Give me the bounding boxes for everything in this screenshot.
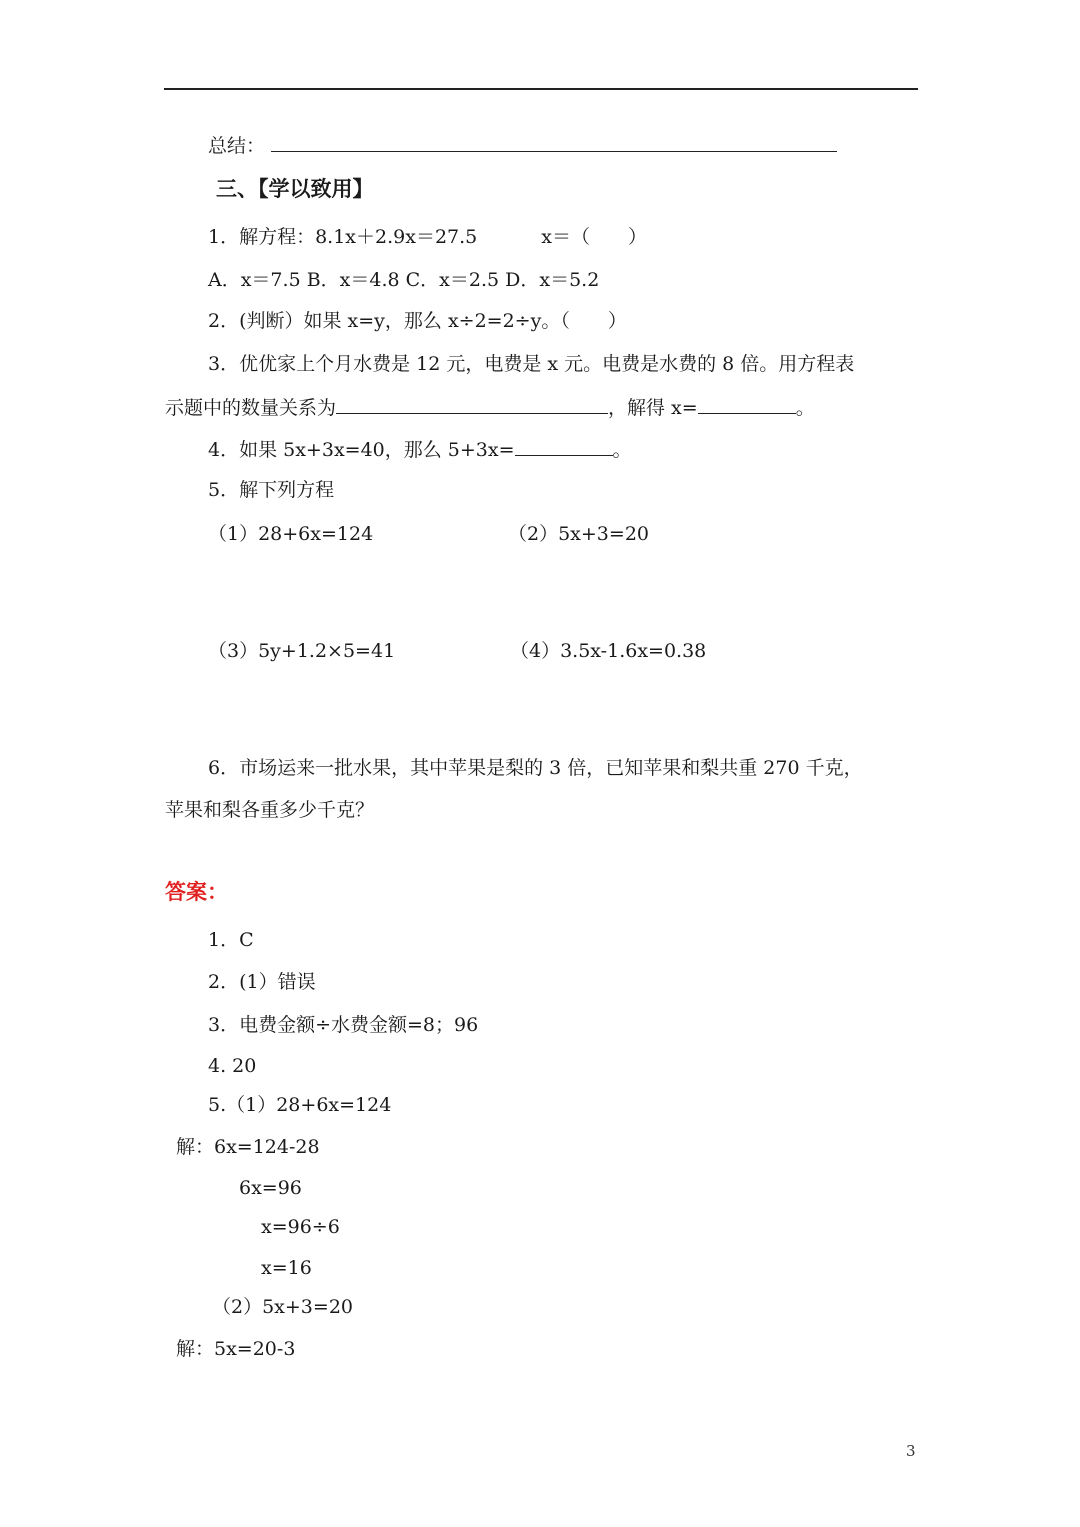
q1-answer-slot: x＝（ ） xyxy=(541,226,647,248)
answer-1: 1．C xyxy=(208,929,254,951)
answer-3: 3．电费金额÷水费金额=8；96 xyxy=(208,1014,479,1036)
question-5-1: （1）28+6x=124 xyxy=(208,523,374,545)
answer-5-1-step-3: x=96÷6 xyxy=(261,1216,340,1238)
question-5-3: （3）5y+1.2×5=41 xyxy=(208,640,396,662)
answer-4: 4. 20 xyxy=(208,1055,257,1077)
q3-x-blank[interactable] xyxy=(698,395,796,414)
answer-5-2-step-1: 解：5x=20-3 xyxy=(176,1338,296,1360)
question-5: 5．解下列方程 xyxy=(208,479,335,501)
q3-relation-blank[interactable] xyxy=(336,395,608,414)
question-6-line-2: 苹果和梨各重多少千克？ xyxy=(165,799,375,821)
answer-5-1-title: 5.（1）28+6x=124 xyxy=(208,1094,392,1116)
header-rule xyxy=(164,88,918,90)
answer-2: 2．(1）错误 xyxy=(208,971,316,993)
question-4 xyxy=(208,437,632,462)
answer-5-2-title: （2）5x+3=20 xyxy=(212,1296,353,1318)
q1-stem: 1．解方程：8.1x＋2.9x＝27.5 xyxy=(208,226,478,248)
question-6-line-1: 6．市场运来一批水果，其中苹果是梨的 3 倍，已知苹果和梨共重 270 千克， xyxy=(208,757,863,779)
q3-text-a: 示题中的数量关系为 xyxy=(165,397,337,419)
summary-blank[interactable] xyxy=(271,133,837,152)
question-5-2: （2）5x+3=20 xyxy=(508,523,649,545)
question-1-options: A．x＝7.5 B．x＝4.8 C．x＝2.5 D．x＝5.2 xyxy=(208,269,600,291)
summary-label: 总结： xyxy=(208,135,266,157)
summary-line xyxy=(208,133,837,158)
section-heading: 三、【学以致用】 xyxy=(216,176,374,201)
q3-text-b: ，解得 x= xyxy=(608,397,698,419)
q3-text-c: 。 xyxy=(795,397,815,419)
q4-blank[interactable] xyxy=(515,437,613,456)
question-5-4: （4）3.5x-1.6x=0.38 xyxy=(510,640,707,662)
page-number: 3 xyxy=(906,1442,916,1460)
q4-text-b: 。 xyxy=(612,439,632,461)
q4-text-a: 4．如果 5x+3x=40，那么 5+3x= xyxy=(208,439,515,461)
answer-5-1-step-1: 解：6x=124-28 xyxy=(176,1136,320,1158)
answer-5-1-step-4: x=16 xyxy=(261,1257,312,1279)
answer-5-1-step-2: 6x=96 xyxy=(239,1177,302,1199)
question-3-line-2 xyxy=(165,395,815,420)
question-2: 2．(判断）如果 x=y，那么 x÷2=2÷y。（ ） xyxy=(208,310,627,332)
question-1 xyxy=(208,225,647,249)
question-3-line-1: 3．优优家上个月水费是 12 元，电费是 x 元。电费是水费的 8 倍。用方程表 xyxy=(208,353,855,375)
answers-title: 答案： xyxy=(165,879,228,904)
